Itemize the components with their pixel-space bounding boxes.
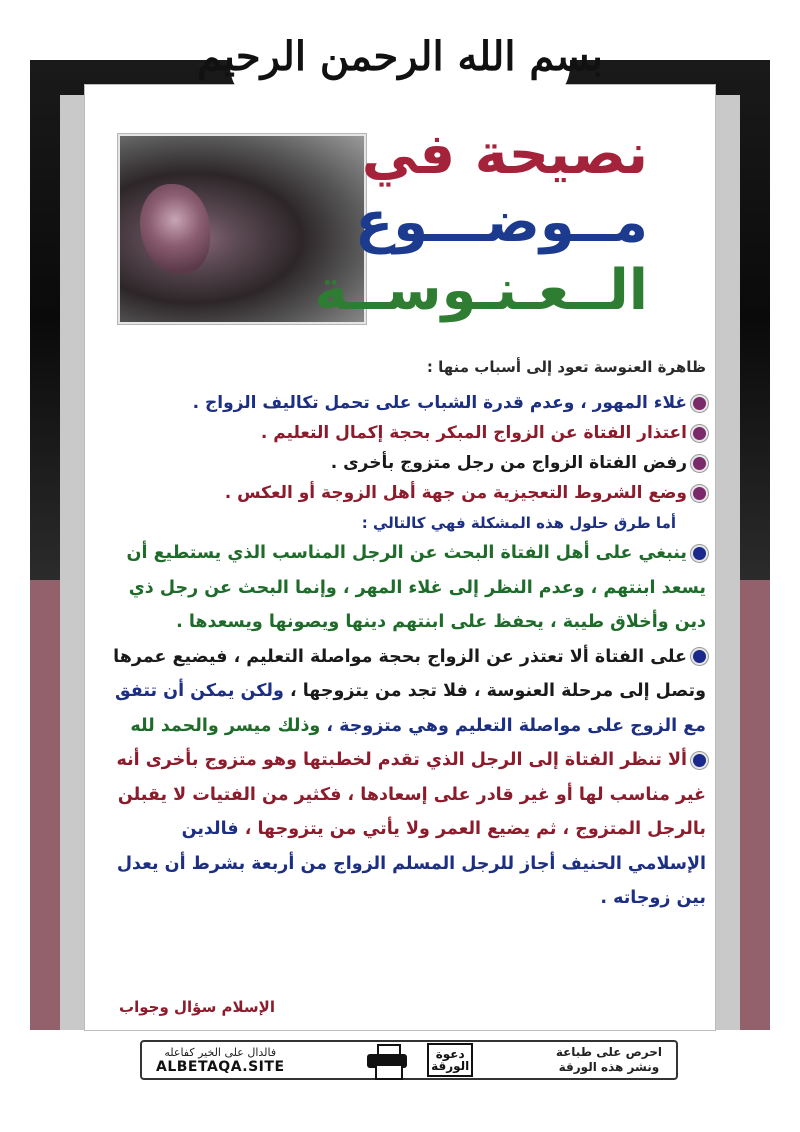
- bullet-icon: [693, 427, 706, 440]
- title-line-1: نصيحة في: [361, 122, 648, 187]
- dried-rose-image: [140, 184, 210, 274]
- footer-site-link[interactable]: ALBETAQA.SITE: [156, 1059, 285, 1075]
- cause-item: اعتذار الفتاة عن الزواج المبكر بحجة إكمال التعليم .: [100, 418, 706, 448]
- cause-item: غلاء المهور ، وعدم قدرة الشباب على تحمل تكاليف الزواج .: [100, 388, 706, 418]
- footer-slogan: فالدال على الخير كفاعله: [164, 1046, 277, 1059]
- printer-icon: [367, 1044, 407, 1076]
- solutions-intro: أما طرق حلول هذه المشكلة فهي كالتالي :: [361, 514, 676, 532]
- bullet-icon: [693, 547, 706, 560]
- solution-item: ألا تنظر الفتاة إلى الرجل الذي تقدم لخطبتها وهو متزوج بأخرى أنه غير مناسب لها أو غير قادر على إسعادها ، فكثير من الفتيات لا يقبلن بالرجل المتزوج ، ثم يضيع العمر ولا يأتي من يتزوجها ، فالدين الإسلامي الحنيف أجاز للرجل المسلم الزواج من أربعة بشرط أن يعدل بين زوجاته .: [116, 750, 706, 908]
- basmala-calligraphy: بسم الله الرحمن الرحيم: [197, 32, 603, 80]
- footer-bar: [140, 1040, 678, 1080]
- bullet-icon: [693, 754, 706, 767]
- cause-item: وضع الشروط التعجيزية من جهة أهل الزوجة أو العكس .: [100, 478, 706, 508]
- bullet-icon: [693, 397, 706, 410]
- bullet-icon: [693, 487, 706, 500]
- solution-item: ينبغي على أهل الفتاة البحث عن الرجل المناسب الذي يستطيع أن يسعد ابنتهم ، وعدم النظر إلى غلاء المهر ، وإنما البحث عن رجل ذي دين وأخلاق طيبة ، يحفظ على ابنتهم دينها ويصونها ويسعدها .: [126, 543, 706, 632]
- footer-icons: [367, 1043, 473, 1077]
- footer-print-note: احرص على طباعة ونشر هذه الورقة: [555, 1045, 662, 1074]
- bullet-icon: [693, 650, 706, 663]
- dawah-logo-icon: دعوة الورقة: [427, 1043, 473, 1077]
- bullet-icon: [693, 457, 706, 470]
- cause-item: رفض الفتاة الزواج من رجل متزوج بأخرى .: [100, 448, 706, 478]
- basmala-header: [197, 6, 603, 106]
- title-line-3: الــعـنـوســة: [314, 258, 648, 323]
- footer-site-block: [156, 1045, 285, 1075]
- article-body: [100, 354, 706, 916]
- title-line-2: مــوضـــوع: [355, 190, 648, 255]
- causes-intro: ظاهرة العنوسة تعود إلى أسباب منها :: [426, 358, 706, 376]
- source-credit: الإسلام سؤال وجواب: [119, 998, 275, 1016]
- solution-item: على الفتاة ألا تعتذر عن الزواج بحجة مواصلة التعليم ، فيضيع عمرها وتصل إلى مرحلة العنوسة ، فلا تجد من يتزوجها ، ولكن يمكن أن تتفق مع الزوج على مواصلة التعليم وهي متزوجة ، وذلك ميسر والحمد لله: [113, 646, 706, 736]
